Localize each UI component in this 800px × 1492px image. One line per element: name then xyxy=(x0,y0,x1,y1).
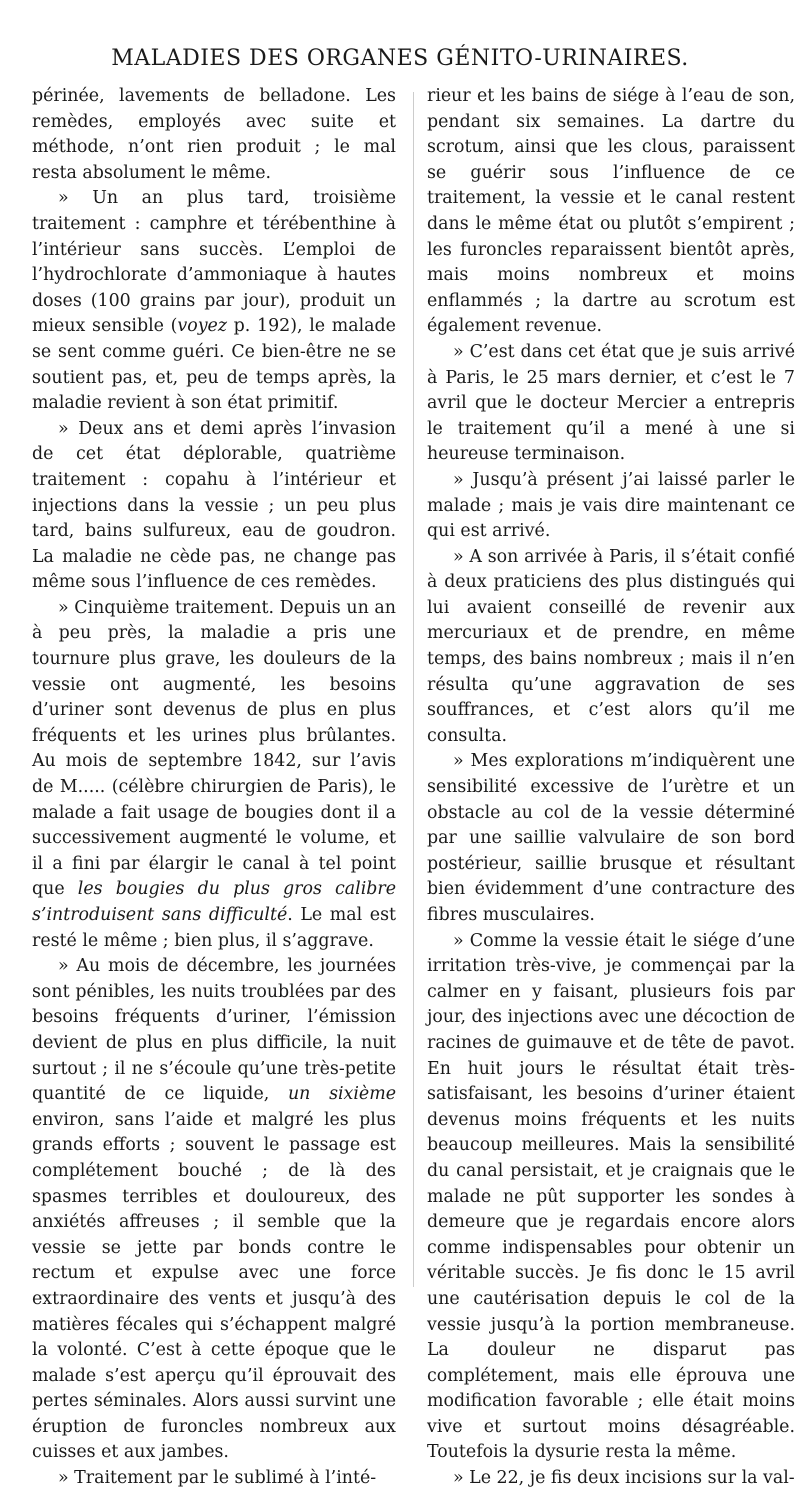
paragraph-text: » Un an plus tard, troisième traitement : camphre et térébenthine à l’intérieur sans succès. L’emploi de l’hydrochlorate d’ammoniaque à hautes doses (100 grains par jour), produit un mieux sensible ( xyxy=(32,188,396,337)
paragraph: » C’est dans cet état que je suis arrivé à Paris, le 25 mars dernier, et c’est le 7 avril que le docteur Mercier a entrepris le traitement qu’il a mené à une si heureuse terminaison. xyxy=(427,341,795,465)
paragraph: » A son arrivée à Paris, il s’était confié à deux praticiens des plus distingués qui lui avaient conseillé de revenir aux mercuriaux et de prendre, en même temps, des bains nombreux ; mais il n’en résulta qu’une aggravation de ses souffrances, et c’est alors qu’il me consulta. xyxy=(427,546,795,746)
page-header: MALADIES DES ORGANES GÉNITO-URINAIRES. xyxy=(111,46,689,71)
paragraph: » Deux ans et demi après l’invasion de cet état déplorable, quatrième traitement : copahu à l’intérieur et injections dans la vessie ; un peu plus tard, bains sulfureux, eau de goudron. La maladie ne cède pas, ne change pas même sous l’influence de ces remèdes. xyxy=(32,418,396,593)
left-column xyxy=(32,84,396,1492)
paragraph-text: » Cinquième traitement. Depuis un an à peu près, la maladie a pris une tournure plus grave, les douleurs de la vessie ont augmenté, les besoins d’uriner sont devenus de plus en plus fréquents et les urines plus brûlantes. Au mois de septembre 1842, sur l’avis de M..... (célèbre chirurgien de Paris), le malade a fait usage de bougies dont il a successivement augmenté le volume, et il a fini par élargir le canal à tel point que xyxy=(32,597,396,900)
paragraph xyxy=(32,596,396,954)
paragraph xyxy=(32,186,396,416)
right-column xyxy=(427,84,795,1492)
paragraph xyxy=(32,954,396,1466)
paragraph: » Le 22, je fis deux incisions sur la val- xyxy=(453,1468,795,1489)
paragraph: périnée, lavements de belladone. Les remèdes, employés avec suite et méthode, n’ont rien produit ; le mal resta absolument le même. xyxy=(32,86,396,183)
paragraph: » Jusqu’à présent j’ai laissé parler le malade ; mais je vais dire maintenant ce qui est arrivé. xyxy=(427,469,795,542)
paragraph-text: p. 192), le malade se sent comme guéri. Ce bien-être ne se soutient pas, et, peu de temps après, la maladie revient à son état primitif. xyxy=(32,316,396,414)
italic-text: un sixième xyxy=(287,1084,396,1105)
paragraph: » Mes explorations m’indiquèrent une sensibilité excessive de l’urètre et un obstacle au col de la vessie déterminé par une saillie valvulaire de son bord postérieur, saillie brusque et résultant bien évidemment d’une contracture des fibres musculaires. xyxy=(427,751,795,925)
column-divider xyxy=(413,92,414,1287)
paragraph: » Comme la vessie était le siége d’une irritation très-vive, je commençai par la calmer en y faisant, plusieurs fois par jour, des injections avec une décoction de racines de guimauve et de tête de pavot. En huit jours le résultat était très-satisfaisant, les besoins d’uriner étaient devenus moins fréquents et les nuits beaucoup meilleures. Mais la sensibilité du canal persistait, et je craignais que le malade ne pût supporter les sondes à demeure que je regardais encore alors comme indispensables pour obtenir un véritable succès. Je fis donc le 15 avril une cautérisation depuis le col de la vessie jusqu’à la portion membraneuse. La douleur ne disparut pas complétement, mais elle éprouva une modification favorable ; elle était moins vive et surtout moins désagréable. Toutefois la dysurie resta la même. xyxy=(427,930,795,1463)
paragraph-text: . Le mal est resté le même ; bien plus, il s’aggrave. xyxy=(32,905,397,951)
italic-text: voyez xyxy=(177,316,227,337)
italic-text: les bougies du plus gros calibre s’introduisent sans difficulté xyxy=(32,879,396,925)
paragraph: » Traitement par le sublimé à l’inté- xyxy=(58,1468,377,1489)
paragraph-text: environ, sans l’aide et malgré les plus grands efforts ; souvent le passage est complétement bouché ; de là des spasmes terribles et douloureux, des anxiétés affreuses ; il semble que la vessie se jette par bonds contre le rectum et expulse avec une force extraordinaire des vents et jusqu’à des matières fécales qui s’échappent malgré la volonté. C’est à cette époque que le malade s’est aperçu qu’il éprouvait des pertes séminales. Alors aussi survint une éruption de furoncles nombreux aux cuisses et aux jambes. xyxy=(32,1109,396,1463)
paragraph-text: » Au mois de décembre, les journées sont pénibles, les nuits troublées par des besoins fréquents d’uriner, l’émission devient de plus en plus difficile, la nuit surtout ; il ne s’écoule qu’une très-petite quantité de ce liquide, xyxy=(32,956,396,1105)
paragraph: rieur et les bains de siége à l’eau de son, pendant six semaines. La dartre du scrotum, ainsi que les clous, paraissent se guérir sous l’influence de ce traitement, la vessie et le canal restent dans le même état ou plutôt s’empirent ; les furoncles reparaissent bientôt après, mais moins nombreux et moins enflammés ; la dartre au scrotum est également revenue. xyxy=(427,86,795,337)
